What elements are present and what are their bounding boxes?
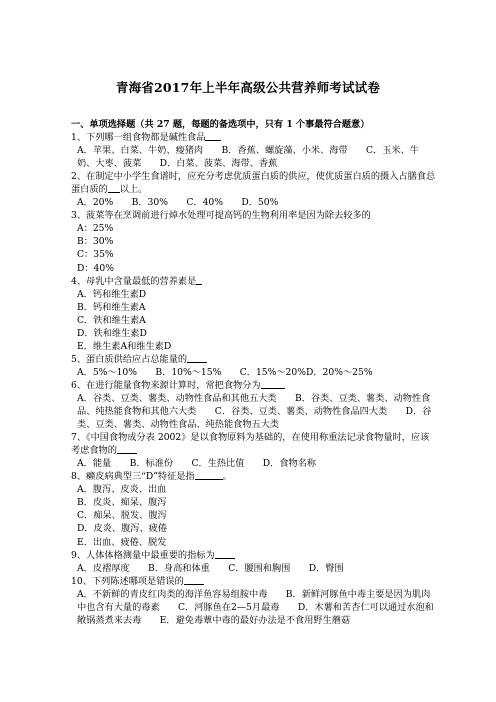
question-8 — [71, 470, 436, 548]
question-5 — [71, 353, 436, 379]
option: D．铁和维生素D — [77, 327, 147, 339]
document-title: 青海省2017年上半年高级公共营养师考试试卷 — [115, 80, 381, 95]
question-options: A．20% B．30% C．40% D．50% — [77, 197, 279, 209]
question-stem: 2、在制定中小学生食谱时，应充分考虑优质蛋白质的供应，使优质蛋白质的摄入占膳食总蛋白质的 — [71, 171, 436, 196]
option: E．出血、疲倦、脱发 — [77, 536, 167, 548]
question-stem: 5、蛋白质供给应占总能量的 — [71, 353, 188, 365]
question-stem: 7、《中国食物成分表 2002》是以食物原料为基础的，在使用称重法记录食物量时，应该考虑食物的 — [71, 432, 430, 457]
question-3 — [71, 209, 436, 274]
option: B：30% — [77, 236, 114, 248]
question-stem: 8、癞皮病典型三“D”特征是指 — [71, 471, 195, 483]
option: B．钙和维生素A — [77, 301, 146, 313]
option: A：25% — [77, 223, 114, 235]
option: A．钙和维生素D — [77, 288, 147, 300]
answer-blank — [195, 470, 223, 480]
question-stem: 10、下列陈述哪项是错误的 — [71, 575, 184, 587]
option: C：35% — [77, 249, 114, 261]
answer-blank — [184, 575, 204, 585]
question-options: A．5%～10% B．10%～15% C．15%～20%D．20%～25% — [77, 366, 373, 378]
option: D．皮炎、腹泻、疲倦 — [77, 523, 168, 535]
question-1 — [71, 131, 436, 170]
option: D：40% — [77, 262, 114, 274]
answer-blank — [205, 131, 221, 141]
option: A．腹泻、皮炎、出血 — [77, 484, 167, 496]
question-options: A．谷类、豆类、薯类、动物性食品和其他五大类 B．谷类、豆类、薯类、动物性食品、纯热能食物和其他六大类 C．谷类、豆类、薯类、动物性食品四大类 D．谷类、豆类、薯类、动物性食品、纯热能食物五大类 — [77, 392, 432, 431]
option: B．皮炎、痴呆、腹泻 — [77, 497, 167, 509]
section-heading: 一、单项选择题（共 27 题，每题的备选项中，只有 1 个事最符合题意） — [71, 119, 370, 130]
answer-blank — [108, 183, 120, 193]
question-options: A．苹果、白菜、牛奶、瘦猪肉 B．香蕉、螺旋藻、小米、海带 C．玉米、牛奶、大枣、菠菜 D．白菜、菠菜、海带、香蕉 — [77, 145, 419, 170]
exam-content — [71, 118, 436, 627]
option: C．痴呆、脱发、腹泻 — [77, 510, 167, 522]
question-9 — [71, 549, 436, 575]
question-options: A．能量 B．标准份 C．生热比值 D．食物名称 — [77, 458, 317, 470]
answer-blank — [215, 549, 235, 559]
question-stem: 3、菠菜等在烹调前进行焯水处理可提高钙的生物利用率是因为除去较多的 — [71, 210, 371, 222]
answer-blank — [117, 444, 137, 454]
question-options: A．皮褶厚度 B．身高和体重 C．腰围和胸围 D．臀围 — [77, 562, 344, 574]
question-4 — [71, 275, 436, 353]
question-stem: 9、人体体格测量中最重要的指标为 — [71, 549, 215, 561]
question-options: A．不新鲜的青皮红肉类的海洋鱼容易组胺中毒 B．新鲜河豚鱼中毒主要是因为肌肉中也含有大量的毒素 C．河豚鱼在2—5月最毒 D．木薯和苦杏仁可以通过水泡和敞锅蒸煮来去毒 E．避免毒蕈中毒的最好办法是不食用野生蘑菇 — [77, 588, 434, 626]
question-10 — [71, 575, 436, 627]
question-stem-end: 以上。 — [119, 184, 148, 196]
answer-blank — [196, 275, 202, 285]
option: E．维生素A和维生素D — [77, 340, 172, 352]
question-stem: 4、母乳中含量最低的营养素是 — [71, 275, 197, 287]
question-stem-end: 。 — [222, 471, 232, 483]
question-7 — [71, 431, 436, 470]
question-stem: 6、在进行能量食物来源计算时，常把食物分为 — [71, 379, 261, 391]
question-6 — [71, 379, 436, 431]
option: C．铁和维生素A — [77, 314, 146, 326]
question-stem: 1、下列哪一组食物都是碱性食品 — [71, 132, 206, 144]
question-2 — [71, 170, 436, 209]
answer-blank — [261, 379, 285, 389]
answer-blank — [187, 353, 207, 363]
